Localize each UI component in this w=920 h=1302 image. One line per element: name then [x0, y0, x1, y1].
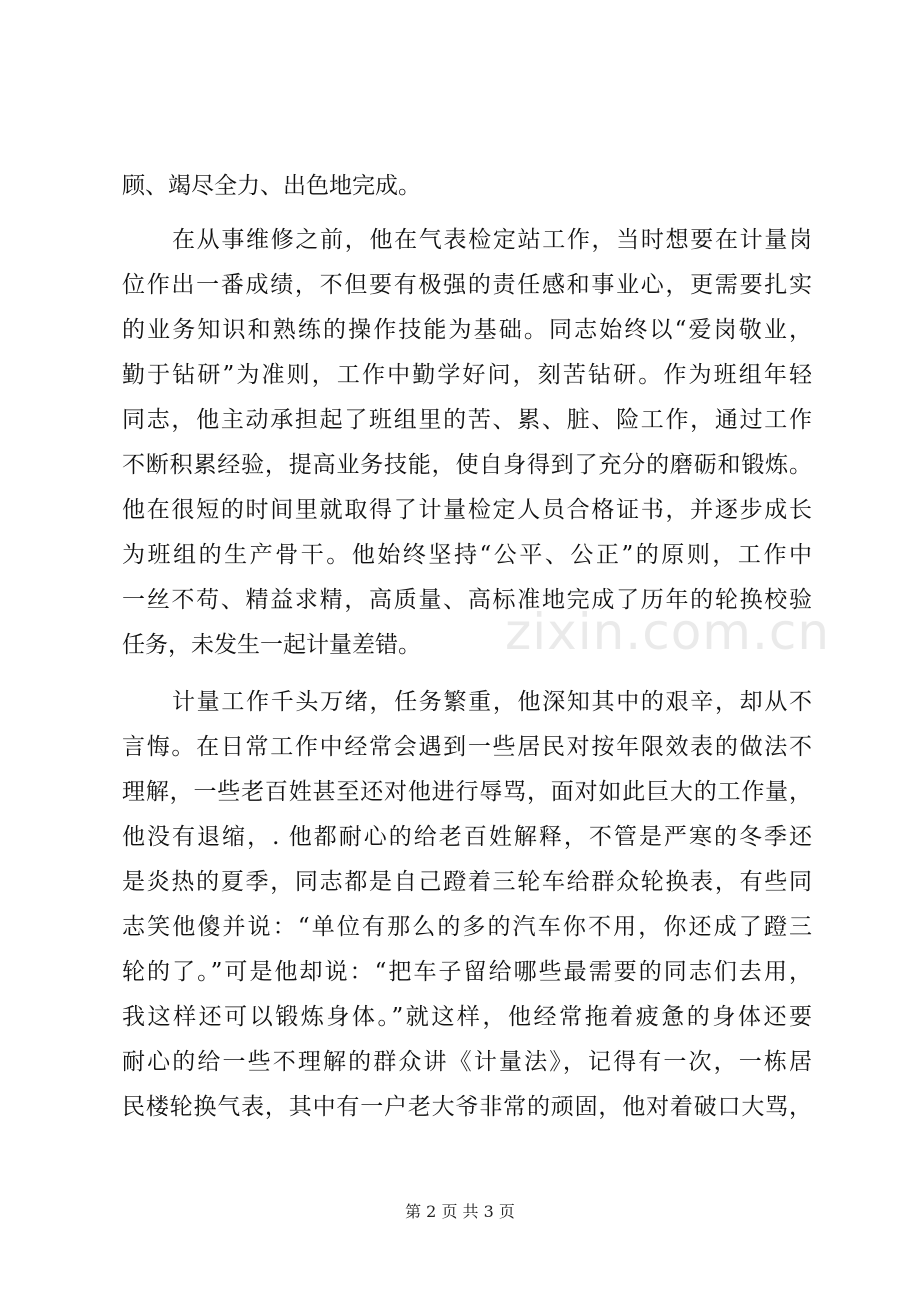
body-text-line: 为班组的生产骨干。他始终坚持“公平、公正”的原则，工作中 — [122, 542, 812, 568]
body-text-line: 任务，未发生一起计量差错。 — [122, 632, 421, 658]
body-text-line: 民楼轮换气表，其中有一户老大爷非常的顽固，他对着破口大骂， — [122, 1094, 812, 1120]
body-text-line: 的业务知识和熟练的操作技能为基础。同志始终以“爱岗敬业， — [122, 317, 812, 343]
body-text-line: 他在很短的时间里就取得了计量检定人员合格证书，并逐步成长 — [122, 497, 812, 523]
body-text-line: 耐心的给一些不理解的群众讲《计量法》，记得有一次，一栋居 — [122, 1049, 812, 1075]
page-footer: 第 2 页 共 3 页 — [405, 1202, 515, 1221]
body-text-line: 轮的了。”可是他却说：“把车子留给哪些最需要的同志们去用， — [122, 959, 812, 985]
body-text-line: 他没有退缩，. 他都耐心的给老百姓解释，不管是严寒的冬季还 — [122, 824, 812, 850]
body-text-line: 计量工作千头万绪，任务繁重，他深知其中的艰辛，却从不 — [172, 689, 812, 715]
body-text-line: 顾、竭尽全力、出色地完成。 — [122, 173, 421, 199]
body-text-line: 不断积累经验，提高业务技能，使自身得到了充分的磨砺和锻炼。 — [122, 452, 812, 478]
body-text-line: 是炎热的夏季，同志都是自己蹬着三轮车给群众轮换表，有些同 — [122, 869, 812, 895]
body-text-line: 位作出一番成绩，不但要有极强的责任感和事业心，更需要扎实 — [122, 272, 812, 298]
body-text-line: 在从事维修之前，他在气表检定站工作，当时想要在计量岗 — [172, 227, 812, 253]
body-text-line: 志笑他傻并说：“单位有那么的多的汽车你不用，你还成了蹬三 — [122, 914, 812, 940]
body-text-line: 我这样还可以锻炼身体。”就这样，他经常拖着疲惫的身体还要 — [122, 1004, 812, 1030]
body-text-line: 言悔。在日常工作中经常会遇到一些居民对按年限效表的做法不 — [122, 734, 812, 760]
watermark: zixin.com.cn — [505, 603, 831, 661]
body-text-line: 同志，他主动承担起了班组里的苦、累、脏、险工作，通过工作 — [122, 407, 812, 433]
body-text-line: 一丝不苟、精益求精，高质量、高标准地完成了历年的轮换校验 — [122, 587, 812, 613]
body-text-line: 理解，一些老百姓甚至还对他进行辱骂，面对如此巨大的工作量， — [122, 779, 812, 805]
body-text-line: 勤于钻研”为准则，工作中勤学好问，刻苦钻研。作为班组年轻 — [122, 362, 812, 388]
